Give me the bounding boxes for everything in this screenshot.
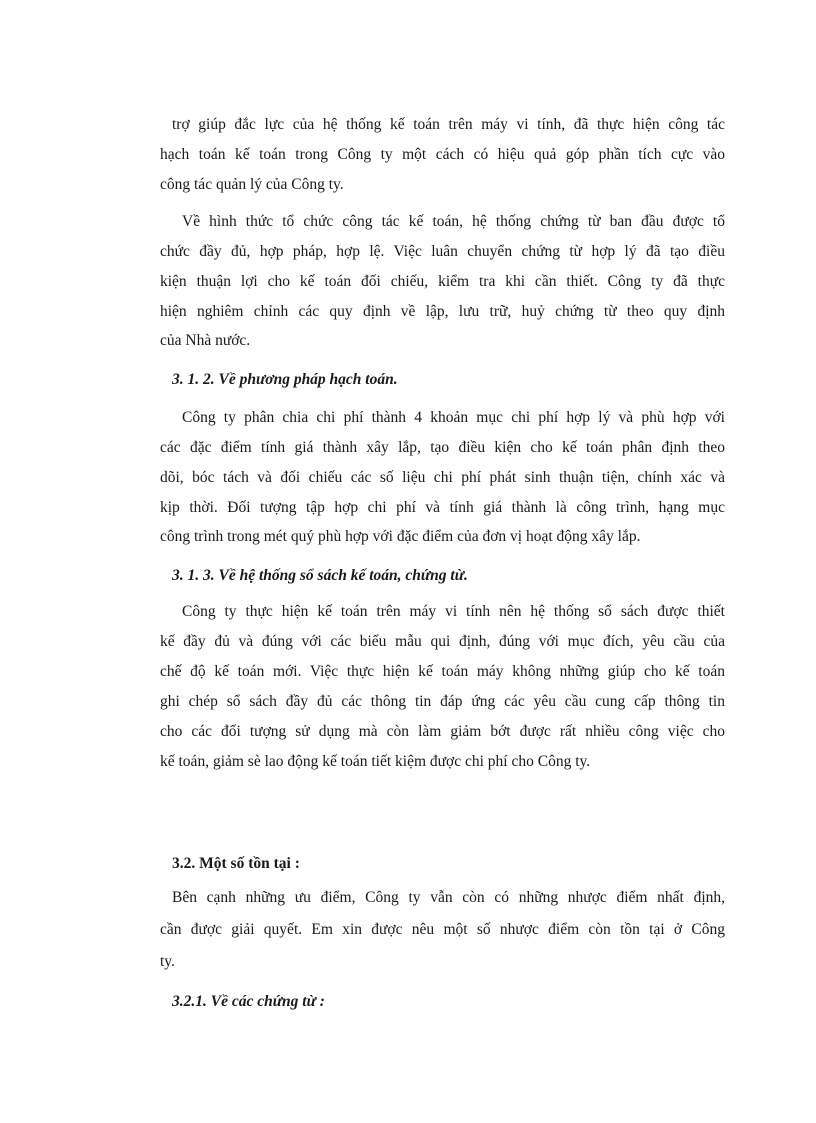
paragraph-2-line-5: của Nhà nước.: [160, 332, 251, 349]
paragraph-5-line-3: ty.: [160, 953, 175, 970]
paragraph-4-line-1: Công ty thực hiện kế toán trên máy vi tính nên hệ thống sổ sách được thiết: [182, 603, 725, 620]
paragraph-2-line-4: hiện nghiêm chỉnh các quy định về lập, lưu trữ, huỷ chứng từ theo quy định: [160, 303, 725, 320]
paragraph-4-line-4: ghi chép sổ sách đầy đủ các thông tin đáp ứng các yêu cầu cung cấp thông tin: [160, 693, 725, 710]
paragraph-2-line-2: chức đầy đủ, hợp pháp, hợp lệ. Việc luân chuyển chứng từ hợp lý đã tạo điều: [160, 243, 725, 260]
paragraph-1-line-3: công tác quản lý của Công ty.: [160, 176, 344, 193]
paragraph-3-line-5: công trình trong mét quý phù hợp với đặc điểm của đơn vị hoạt động xây lắp.: [160, 528, 641, 545]
heading-3-1-3: 3. 1. 3. Về hệ thống sổ sách kế toán, chứng từ.: [172, 567, 468, 584]
paragraph-2-line-1: Về hình thức tổ chức công tác kế toán, hệ thống chứng từ ban đầu được tổ: [182, 213, 725, 230]
paragraph-4-line-3: chế độ kế toán mới. Việc thực hiện kế toán máy không những giúp cho kế toán: [160, 663, 725, 680]
paragraph-5-line-2: cần được giải quyết. Em xin được nêu một số nhược điểm còn tồn tại ở Công: [160, 921, 725, 938]
paragraph-5-line-1: Bên cạnh những ưu điểm, Công ty vẫn còn có những nhược điểm nhất định,: [172, 889, 725, 906]
paragraph-3-line-1: Công ty phân chia chi phí thành 4 khoản mục chi phí hợp lý và phù hợp với: [182, 409, 725, 426]
paragraph-2-line-3: kiện thuận lợi cho kế toán đối chiếu, kiểm tra khi cần thiết. Công ty đã thực: [160, 273, 725, 290]
paragraph-3-line-4: kịp thời. Đối tượng tập hợp chi phí và tính giá thành là công trình, hạng mục: [160, 499, 725, 516]
paragraph-1-line-2: hạch toán kế toán trong Công ty một cách có hiệu quả góp phần tích cực vào: [160, 146, 725, 163]
paragraph-3-line-2: các đặc điểm tính giá thành xây lắp, tạo điều kiện cho kế toán phân định theo: [160, 439, 725, 456]
heading-3-1-2: 3. 1. 2. Về phương pháp hạch toán.: [172, 371, 398, 388]
paragraph-4-line-2: kế đầy đủ và đúng với các biểu mẫu qui định, đúng với mục đích, yêu cầu của: [160, 633, 725, 650]
paragraph-4-line-5: cho các đối tượng sử dụng mà còn làm giảm bớt được rất nhiều công việc cho: [160, 723, 725, 740]
heading-3-2: 3.2. Một số tồn tại :: [172, 855, 300, 872]
paragraph-1-line-1: trợ giúp đắc lực của hệ thống kế toán trên máy vi tính, đã thực hiện công tác: [172, 116, 725, 133]
paragraph-4-line-6: kế toán, giảm sè lao động kế toán tiết kiệm được chi phí cho Công ty.: [160, 753, 591, 770]
heading-3-2-1: 3.2.1. Về các chứng từ :: [172, 993, 325, 1010]
paragraph-3-line-3: dõi, bóc tách và đối chiếu các số liệu chi phí phát sinh thuận tiện, chính xác và: [160, 469, 725, 486]
